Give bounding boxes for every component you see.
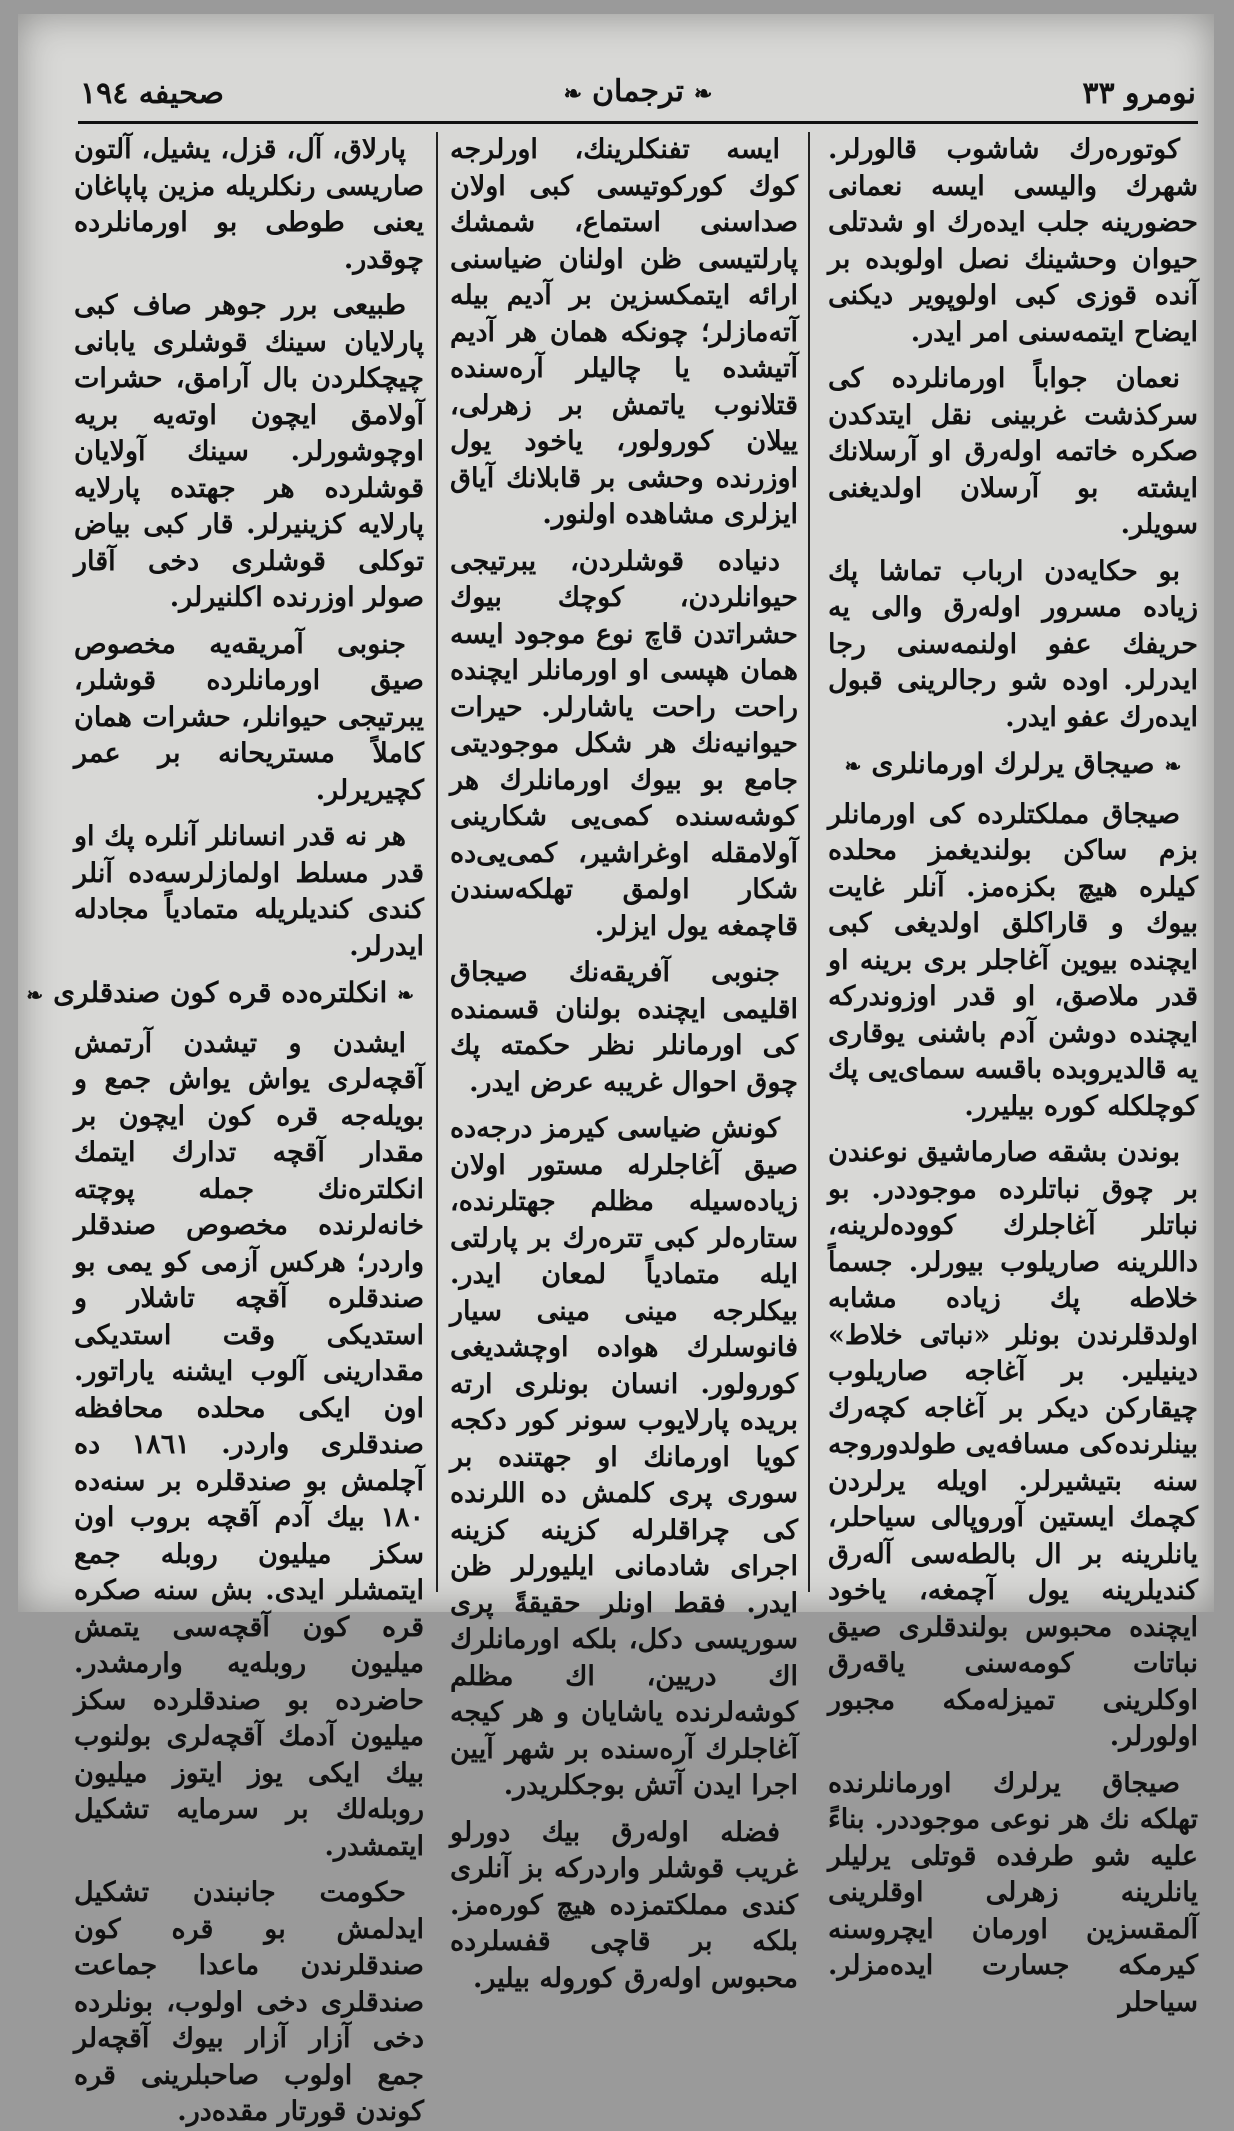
paragraph: كونش ضياسى كيرمز درجه‌ده صيق آغاجلرله مستور اولان زياده‌سيله مظلم جهتلرنده، ستاره‌لر كبى تتره‌رك بر پارلتى ايله متمادياً لمعان ايدر. بيكلرجه مينى مينى سيار فانوسلرك هواده اوچشديغى كورولور. انسان بونلرى ارته بريده پارلايوب سونر كور دكجه كويا اورمانك او جهتنده بر سورى پرى كلمش ده اللرنده كى چراقلرله كزينه كزينه اجراى شادمانى ايليورلر ظن ايدر. فقط اونلر حقيقةً پرى سوريسى دكل، بلكه اورمانلرك اك دريين، اك مظلم كوشه‌لرنده ياشايان و هر كيجه آغاجلرك آره‌سنده بر شهر آيين اجرا ايدن آتش بوجكلريدر. — [450, 1113, 798, 1801]
column-right — [828, 132, 1198, 2018]
paragraph: دنياده قوشلردن، يبرتيجى حيوانلردن، كوچك بيوك حشراتدن قاچ نوع موجود ايسه همان هپسى او اورمانلر ايچنده راحت راحت ياشارلر. حيرات حيوانيه‌نك هر شكل موجوديتى جامع بو بيوك اورمانلرك هر كوشه‌سنده كمى‌يى شكارينى آولامقله اوغراشير، كمى‌يى‌ده شكار اولمق تهلكه‌سندن قاچمغه يول ايزلر. — [450, 545, 798, 942]
paragraph: فضله اوله‌رق بيك دورلو غريب قوشلر واردركه بز آنلرى كندى مملكتمزده هيچ كوره‌مز. بلكه بر قاچى قفسلرده محبوس اوله‌رق كوروله بيلير. — [450, 1816, 798, 1994]
ornament-icon: ❧ — [563, 81, 583, 107]
paragraph: بو حكايه‌دن ارباب تماشا پك زياده مسرور اوله‌رق والى يه حريفك عفو اولنمه‌سنى رجا ايدرلر. اوده شو رجالرينى قبول ايده‌رك عفو ايدر. — [828, 555, 1198, 733]
column-divider — [808, 132, 810, 1592]
newspaper-page — [18, 14, 1214, 2127]
paragraph: طبيعى برر جوهر صاف كبى پارلايان سينك قوشلرى يابانى چيچكلردن بال آرامق، حشرات آولامق ايچون اوته‌يه بريه اوچوشورلر. سينك آولايان قوشلرده هر جهتده پارلايه پارلايه كزينيرلر. قار كبى بياض توكلى قوشلرى دخى آقار صولر اوزرنده اكلنيرلر. — [74, 290, 424, 613]
paragraph: ايشدن و تيشدن آرتمش آقچه‌لرى يواش يواش جمع و بويله‌جه قره كون ايچون بر مقدار آقچه تدارك ايتمك انكلتره‌نك جمله پوچته خانه‌لرنده مخصوص صندقلر واردر؛ هركس آزمى كو يمى بو صندقلره آقچه تاشلار و استديكى وقت استديكى مقدارينى آلوب ايشنه ياراتور. اون ايكى محلده محافظه صندقلرى واردر. ١٨٦١ ده آچلمش بو صندقلره بر سنه‌ده ١٨٠ بيك آدم آقچه بروب اون سكز ميليون روبله جمع ايتمشلر ايدى. بش سنه صكره قره كون آقچه‌سى يتمش ميليون روبله‌يه وارمشدر. حاضرده بو صندقلرده سكز ميليون آدمك آقچه‌لرى بولنوب بيك ايكى يوز ايتوز ميليون روبله‌لك بر سرمايه تشكيل ايتمشدر. — [74, 1027, 424, 1862]
section-heading: ❧صيجاق يرلرك اورمانلرى❧ — [828, 746, 1198, 785]
section-heading: ❧انكلتره‌ده قره كون صندقلرى❧ — [74, 975, 424, 1014]
paragraph: كوتوره‌رك شاشوب قالورلر. شهرك واليسى ايسه نعمانى حضورينه جلب ايده‌رك او شدتلى حيوان وحشينك نصل اولوبده بر آنده قوزى كبى اولوپوير ديكنى ايضاح ايتمه‌سنى امر ايدر. — [828, 134, 1198, 348]
paragraph: جنوبى آفريقه‌نك صيجاق اقليمى ايچنده بولنان قسمنده كى اورمانلر نظر حكمته پك چوق احوال غريبه عرض ايدر. — [450, 957, 798, 1098]
paragraph: پارلاق، آل، قزل، يشيل، آلتون صاريسى رنكلريله مزين پاپاغان يعنى طوطى بو اورمانلرده چوقدر. — [74, 134, 424, 275]
paragraph: ايسه تفنكلرينك، اورلرجه كوك كوركوتيسى كبى اولان صداسنى استماع، شمشك پارلتيسى ظن اولنان ضياسنى ارائه ايتمكسزين بر آديم بيله آته‌مازلر؛ چونكه همان هر آديم آتيشده يا چاليلر آره‌سنده قتلانوب ياتمش بر زهرلى، ييلان كورولور، ياخود يول اوزرنده وحشى بر قابلانك آياق ايزلرى مشاهده اولنور. — [450, 134, 798, 530]
paragraph: صيجاق مملكتلرده كى اورمانلر بزم ساكن بولنديغمز محلده كيلره هيچ بكزه‌مز. آنلر غايت بيوك و قاراكلق اولديغى كبى ايچنده بيوين آغاجلر برى برينه او قدر ملاصق، او قدر اوزوندركه ايچنده دوشن آدم باشنى يوقارى يه قالديروبده باقسه سماى‌يى پك كوچلكله كوره بيليرر. — [828, 798, 1198, 1122]
ornament-icon: ❧ — [844, 754, 862, 778]
issue-number: نومرو ٣٣ — [1082, 76, 1196, 111]
ornament-icon: ❧ — [26, 983, 44, 1007]
paragraph: صيجاق يرلرك اورمانلرنده تهلكه نك هر نوعى موجوددر. بناءً عليه شو طرفده قوتلى يرليلر يانلرينه زهرلى اوقلرينى آلمقسزين اورمان ايچروسنه كيرمكه جسارت ايده‌مزلر. سياحلر — [828, 1767, 1198, 2018]
title-text: ترجمان — [592, 74, 684, 109]
ornament-icon: ❧ — [397, 983, 414, 1007]
ornament-icon: ❧ — [1164, 754, 1182, 778]
column-divider — [436, 132, 438, 1592]
header-rule — [78, 121, 1198, 124]
paragraph: حكومت جانبندن تشكيل ايدلمش بو قره كون صندقلرندن ماعدا جماعت صندقلرى دخى اولوب، بونلرده دخى آزار آزار بيوك آقچه‌لر جمع اولوب صاحبلرينى قره كوندن قورتار مقده‌در. — [74, 1877, 424, 2127]
column-left — [26, 132, 424, 2127]
column-middle — [450, 132, 798, 1994]
ornament-icon: ❧ — [693, 81, 713, 107]
paragraph: بوندن بشقه صارماشيق نوعندن بر چوق نباتلرده موجوددر. بو نباتلر آغاجلرك كووده‌لرينه، داللرينه صاريلوب بيورلر. جسماً خلاطه پك زياده مشابه اولدقلرندن بونلر «نباتى خلاط» دينيلير. بر آغاجه صاريلوب چيقاركن ديكر بر آغاجه كچه‌رك بينلرنده‌كى مسافه‌يى طولدوروجه سنه بتيشيرلر. اويله يرلردن كچمك ايستين آوروپالى سياحلر، يانلرينه بر ال بالطه‌سى آله‌رق كنديلرينه يول آچمغه، ياخود ايچنده محبوس بولندقلرى صيق نباتات كومه‌سنى ياقه‌رق اوكلرينى تميزله‌مكه مجبور اولورلر. — [828, 1137, 1198, 1752]
paragraph: هر نه قدر انسانلر آنلره پك او قدر مسلط اولمازلرسه‌ده آنلر كندى كنديلريله متمادياً مجادله ايدرلر. — [74, 821, 424, 962]
page-header — [80, 76, 1196, 116]
paragraph: جنوبى آمريقه‌يه مخصوص صيق اورمانلرده قوشلر، يبرتيجى حيوانلر، حشرات همان كاملاً مستريحانه بر عمر كچيريرلر. — [74, 628, 424, 806]
newspaper-title — [554, 74, 723, 109]
page-number: صحيفه ١٩٤ — [80, 76, 224, 111]
paragraph: نعمان جواباً اورمانلرده كى سركذشت غربينى نقل ايتدكدن صكره خاتمه اوله‌رق او آرسلانك ايشته بو آرسلان اولديغنى سويلر. — [828, 363, 1198, 540]
